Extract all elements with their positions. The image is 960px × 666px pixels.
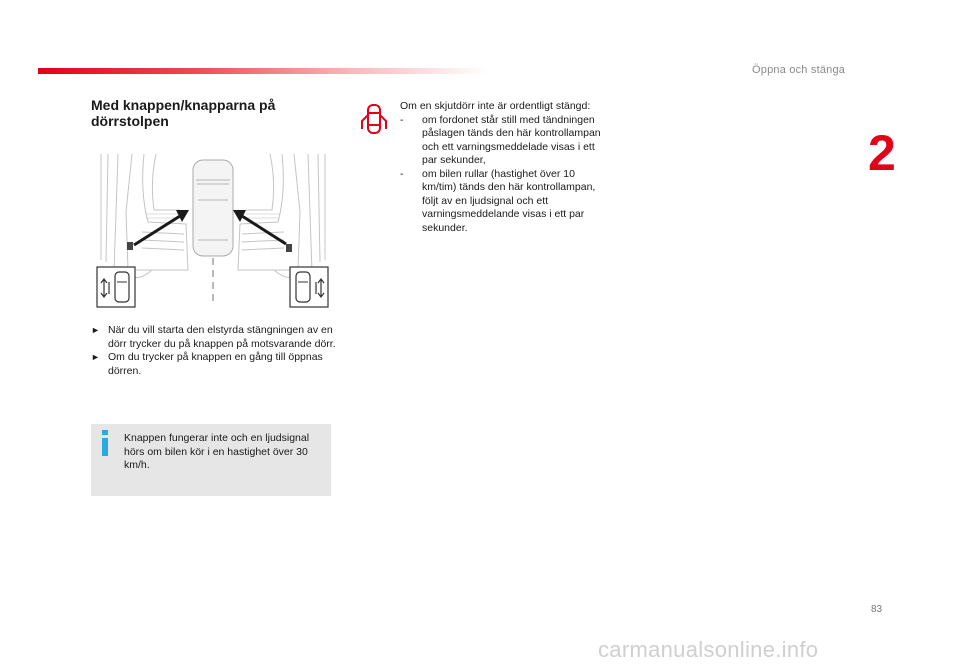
header-accent-bar (38, 68, 488, 74)
info-box (91, 424, 331, 496)
info-text: Knappen fungerar inte och en ljudsignal hörs om bilen kör i en hastighet över 30 km/h. (124, 432, 310, 471)
warning-text (400, 100, 605, 235)
page-number: 83 (871, 604, 883, 615)
list-item-text: om bilen rullar (hastighet över 10 km/tim) tänds den här kontrollampan, följt av en ljudsignal och ett varningsmeddelande visas i ett par sekunder. (422, 167, 596, 234)
instruction-list (91, 324, 336, 378)
dash-marker: - (400, 113, 404, 126)
list-item (91, 324, 336, 351)
dash-marker: - (400, 167, 404, 180)
chapter-title: Öppna och stänga (752, 64, 846, 76)
list-item (91, 351, 336, 378)
list-item (400, 114, 605, 168)
list-item (400, 168, 605, 236)
section-heading: Med knappen/knapparna på dörrstolpen (91, 97, 276, 129)
door-open-warning-icon (359, 101, 389, 137)
chapter-number: 2 (868, 125, 896, 181)
sliding-door-illustration (96, 152, 330, 312)
warning-intro: Om en skjutdörr inte är ordentligt stängd: (400, 100, 591, 112)
info-icon (99, 430, 111, 456)
list-item-text: Om du trycker på knappen en gång till öppnas dörren. (108, 351, 323, 377)
bullet-arrow-icon: ► (91, 325, 100, 335)
list-item-text: om fordonet står still med tändningen påslagen tänds den här kontrollampan och ett varningsmeddelade visas i ett par sekunder, (422, 113, 601, 166)
bullet-arrow-icon: ► (91, 352, 100, 362)
watermark: carmanualsonline.info (598, 637, 819, 662)
list-item-text: När du vill starta den elstyrda stängningen av en dörr trycker du på knappen på motsvarande dörr. (108, 324, 336, 350)
